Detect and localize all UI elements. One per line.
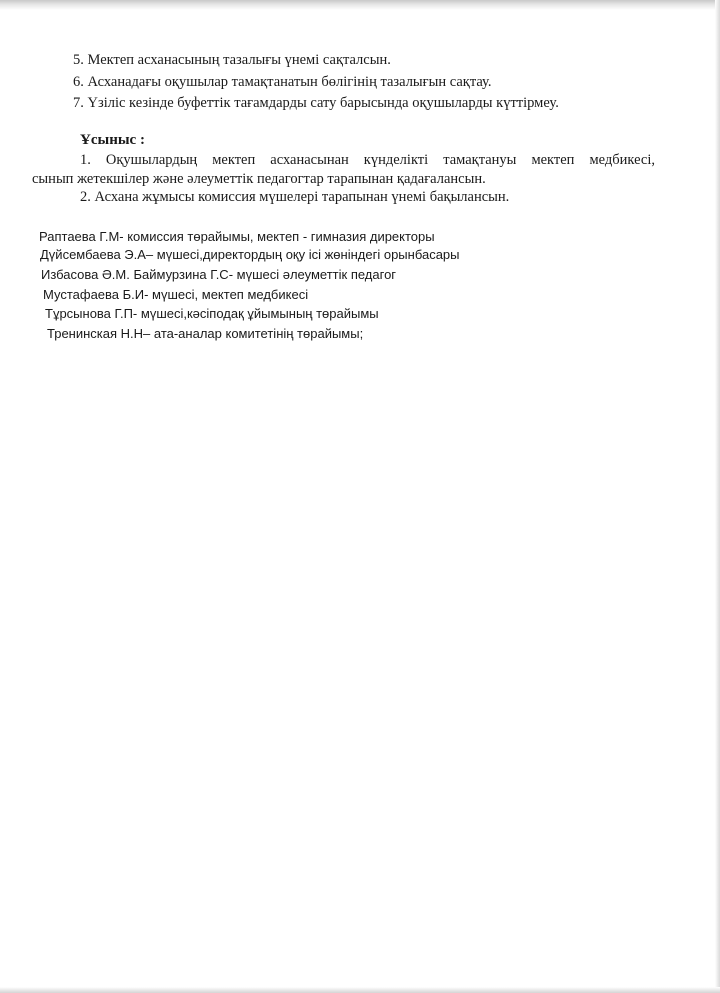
commission-member: Мустафаева Б.И- мүшесі, мектеп медбикесі bbox=[43, 287, 309, 302]
scan-right-edge bbox=[715, 0, 720, 993]
requirement-item: 5. Мектеп асханасының тазалығы үнемі сақталсын. bbox=[73, 52, 391, 68]
commission-member: Раптаева Г.М- комиссия төрайымы, мектеп - гимназия директоры bbox=[39, 229, 435, 244]
requirement-item: 7. Үзіліс кезінде буфеттік тағамдарды сату барысында оқушыларды күттірмеу. bbox=[73, 95, 559, 111]
proposal-item-2: 2. Асхана жұмысы комиссия мүшелері тарапынан үнемі бақылансын. bbox=[80, 189, 510, 205]
proposal-heading: Ұсыныс : bbox=[80, 132, 145, 148]
proposal-item-1-line-1: 1. Оқушылардың мектеп асханасынан күнделікті тамақтануы мектеп медбикесі, bbox=[80, 152, 655, 168]
scan-top-edge bbox=[0, 0, 720, 10]
commission-member: Тұрсынова Г.П- мүшесі,кәсіподақ ұйымының төрайымы bbox=[45, 306, 379, 321]
commission-member: Избасова Ә.М. Баймурзина Г.С- мүшесі әлеуметтік педагог bbox=[41, 267, 397, 282]
scan-bottom-edge bbox=[0, 987, 720, 993]
commission-member: Тренинская Н.Н– ата-аналар комитетінің төрайымы; bbox=[47, 326, 364, 341]
commission-member: Дүйсембаева Э.А– мүшесі,директордың оқу ісі жөніндегі орынбасары bbox=[40, 247, 460, 262]
proposal-item-1-line-2: сынып жетекшілер және әлеуметтік педагогтар тарапынан қадағалансын. bbox=[32, 171, 486, 187]
requirement-item: 6. Асханадағы оқушылар тамақтанатын бөлігінің тазалығын сақтау. bbox=[73, 74, 492, 90]
